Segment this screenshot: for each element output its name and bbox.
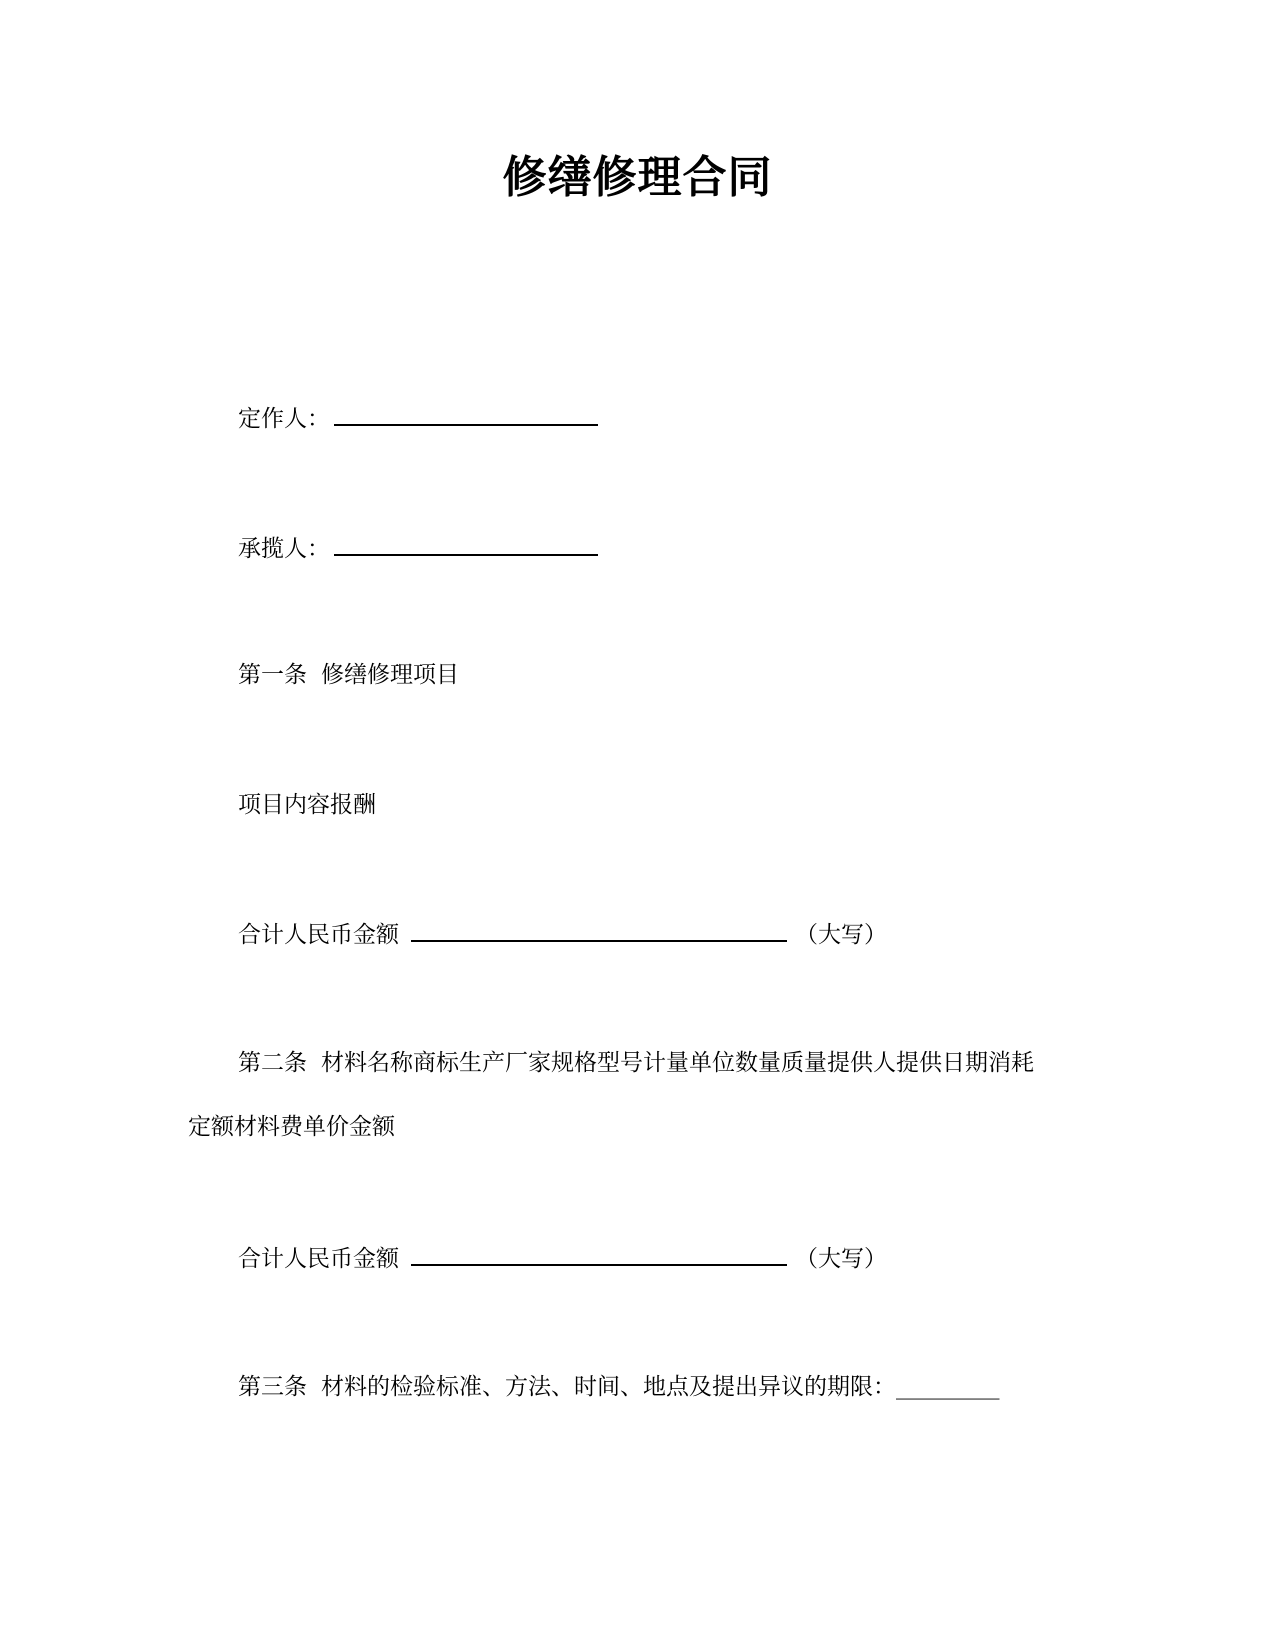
article-2-line-2: 定额材料费单价金额	[188, 1114, 395, 1140]
total-2-label: 合计人民币金额	[238, 1246, 399, 1272]
article-3-line	[238, 1372, 1000, 1402]
document-title: 修缮修理合同	[502, 152, 773, 203]
total-1-suffix: （大写）	[795, 922, 887, 948]
party-b-blank	[334, 532, 598, 556]
article-3-text: 材料的检验标准、方法、时间、地点及提出异议的期限：_________	[321, 1374, 1000, 1400]
article-2-text-1: 材料名称商标生产厂家规格型号计量单位数量质量提供人提供日期消耗	[321, 1050, 1034, 1076]
total-1-blank	[411, 918, 787, 942]
party-a-blank	[334, 402, 598, 426]
article-1-number: 第一条	[238, 662, 307, 688]
article-2-line-1	[238, 1048, 1034, 1078]
party-b-line	[238, 532, 598, 564]
party-b-label: 承揽人：	[238, 536, 330, 562]
article-1-title: 修缮修理项目	[321, 662, 459, 688]
party-a-label: 定作人：	[238, 406, 330, 432]
total-2-suffix: （大写）	[795, 1246, 887, 1272]
total-1-label: 合计人民币金额	[238, 922, 399, 948]
article-1-heading	[238, 660, 459, 690]
total-2-blank	[411, 1242, 787, 1266]
total-1-line	[238, 918, 887, 950]
article-2-number: 第二条	[238, 1050, 307, 1076]
total-2-line	[238, 1242, 887, 1274]
party-a-line	[238, 402, 598, 434]
article-1-columns: 项目内容报酬	[238, 792, 376, 818]
article-3-number: 第三条	[238, 1374, 307, 1400]
